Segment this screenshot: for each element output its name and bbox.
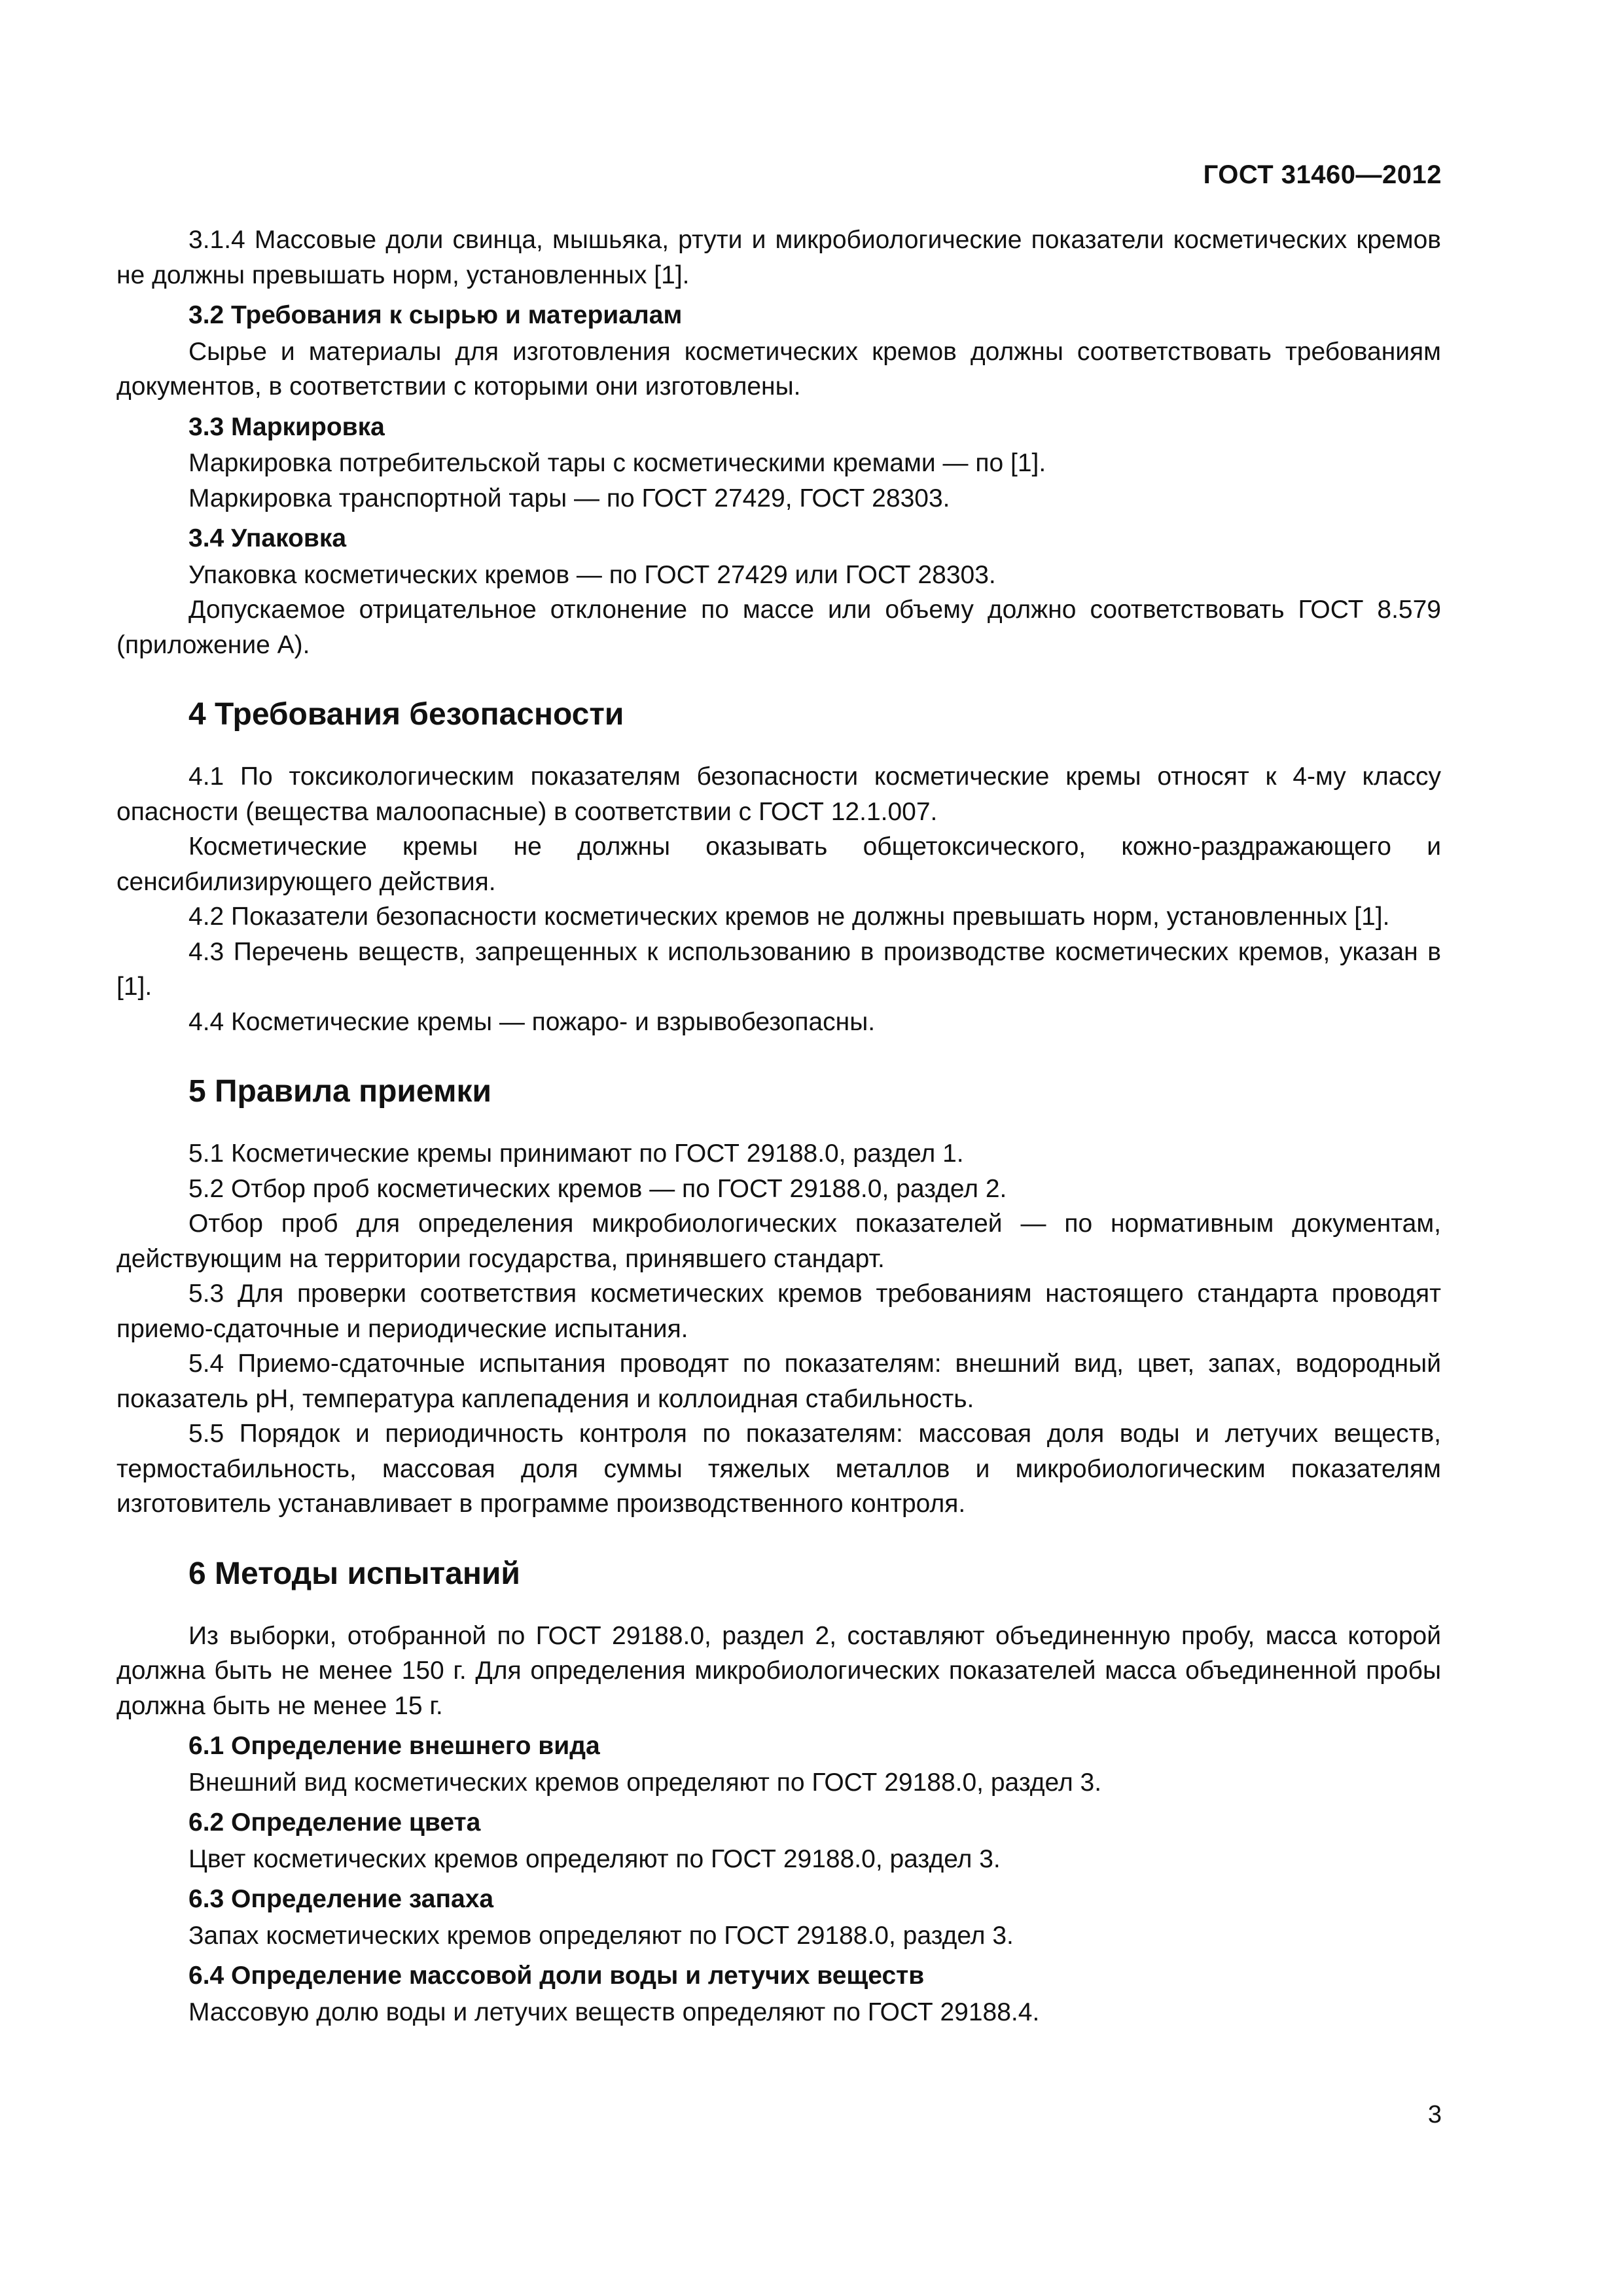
section-heading-4: 4 Требования безопасности bbox=[188, 697, 624, 732]
subsection-heading-6-1: 6.1 Определение внешнего вида bbox=[188, 1732, 600, 1760]
subsection-heading-6-3: 6.3 Определение запаха bbox=[188, 1885, 494, 1913]
paragraph-3-1-4: 3.1.4 Массовые доли свинца, мышьяка, ртути и микробиологические показатели косметических кремов не должны превышать норм, установленных [1]. bbox=[116, 226, 1441, 289]
paragraph-5-2: 5.2 Отбор проб косметических кремов — по ГОСТ 29188.0, раздел 2. bbox=[188, 1174, 1007, 1203]
paragraph-3-4-2: Допускаемое отрицательное отклонение по массе или объему должно соответствовать ГОСТ 8.579 (приложение А). bbox=[116, 596, 1441, 659]
subsection-heading-3-4: 3.4 Упаковка bbox=[188, 524, 347, 552]
paragraph-5-5: 5.5 Порядок и периодичность контроля по показателям: массовая доля воды и летучих веществ, термостабильность, массовая доля суммы тяжелых металлов и микробиологическим показателям изготовитель устанавливает в программе производственного контроля. bbox=[116, 1420, 1441, 1518]
section-heading-5: 5 Правила приемки bbox=[188, 1074, 492, 1109]
subsection-heading-6-2: 6.2 Определение цвета bbox=[188, 1808, 481, 1837]
page-number: 3 bbox=[1427, 2101, 1442, 2128]
paragraph-4-1b: Косметические кремы не должны оказывать общетоксического, кожно-раздражающего и сенсибилизирующего действия. bbox=[116, 833, 1441, 896]
paragraph-5-1: 5.1 Косметические кремы принимают по ГОСТ 29188.0, раздел 1. bbox=[188, 1139, 964, 1168]
subsection-heading-3-2: 3.2 Требования к сырью и материалам bbox=[188, 301, 683, 329]
paragraph-3-3-1: Маркировка потребительской тары с косметическими кремами — по [1]. bbox=[188, 449, 1046, 477]
paragraph-6-3: Запах косметических кремов определяют по ГОСТ 29188.0, раздел 3. bbox=[188, 1921, 1014, 1950]
document-body bbox=[116, 223, 1441, 2030]
document-header: ГОСТ 31460—2012 bbox=[1203, 160, 1442, 189]
section-heading-6: 6 Методы испытаний bbox=[188, 1556, 520, 1591]
paragraph-6-4: Массовую долю воды и летучих веществ определяют по ГОСТ 29188.4. bbox=[188, 1998, 1040, 2026]
paragraph-5-4: 5.4 Приемо-сдаточные испытания проводят по показателям: внешний вид, цвет, запах, водородный показатель рН, температура каплепадения и коллоидная стабильность. bbox=[116, 1350, 1441, 1413]
paragraph-6-intro: Из выборки, отобранной по ГОСТ 29188.0, раздел 2, составляют объединенную пробу, масса которой должна быть не менее 150 г. Для определения микробиологических показателей масса объединенной пробы должна быть не менее 15 г. bbox=[116, 1621, 1441, 1720]
paragraph-5-2b: Отбор проб для определения микробиологических показателей — по нормативным документам, действующим на территории государства, принявшего стандарт. bbox=[116, 1210, 1441, 1273]
subsection-heading-3-3: 3.3 Маркировка bbox=[188, 412, 385, 441]
paragraph-3-2: Сырье и материалы для изготовления косметических кремов должны соответствовать требованиям документов, в соответствии с которыми они изготовлены. bbox=[116, 337, 1441, 401]
paragraph-3-3-2: Маркировка транспортной тары — по ГОСТ 27429, ГОСТ 28303. bbox=[188, 484, 950, 512]
paragraph-5-3: 5.3 Для проверки соответствия косметических кремов требованиям настоящего стандарта проводят приемо-сдаточные и периодические испытания. bbox=[116, 1280, 1441, 1343]
paragraph-3-4-1: Упаковка косметических кремов — по ГОСТ 27429 или ГОСТ 28303. bbox=[188, 560, 996, 589]
paragraph-6-1: Внешний вид косметических кремов определяют по ГОСТ 29188.0, раздел 3. bbox=[188, 1768, 1102, 1797]
paragraph-6-2: Цвет косметических кремов определяют по ГОСТ 29188.0, раздел 3. bbox=[188, 1844, 1001, 1873]
paragraph-4-4: 4.4 Косметические кремы — пожаро- и взрывобезопасны. bbox=[188, 1007, 876, 1036]
subsection-heading-6-4: 6.4 Определение массовой доли воды и летучих веществ bbox=[188, 1962, 925, 1990]
paragraph-4-1: 4.1 По токсикологическим показателям безопасности косметические кремы относят к 4-му классу опасности (вещества малоопасные) в соответствии с ГОСТ 12.1.007. bbox=[116, 762, 1441, 826]
paragraph-4-2: 4.2 Показатели безопасности косметических кремов не должны превышать норм, установленных [1]. bbox=[188, 903, 1390, 931]
paragraph-4-3: 4.3 Перечень веществ, запрещенных к использованию в производстве косметических кремов, указан в [1]. bbox=[116, 937, 1441, 1001]
